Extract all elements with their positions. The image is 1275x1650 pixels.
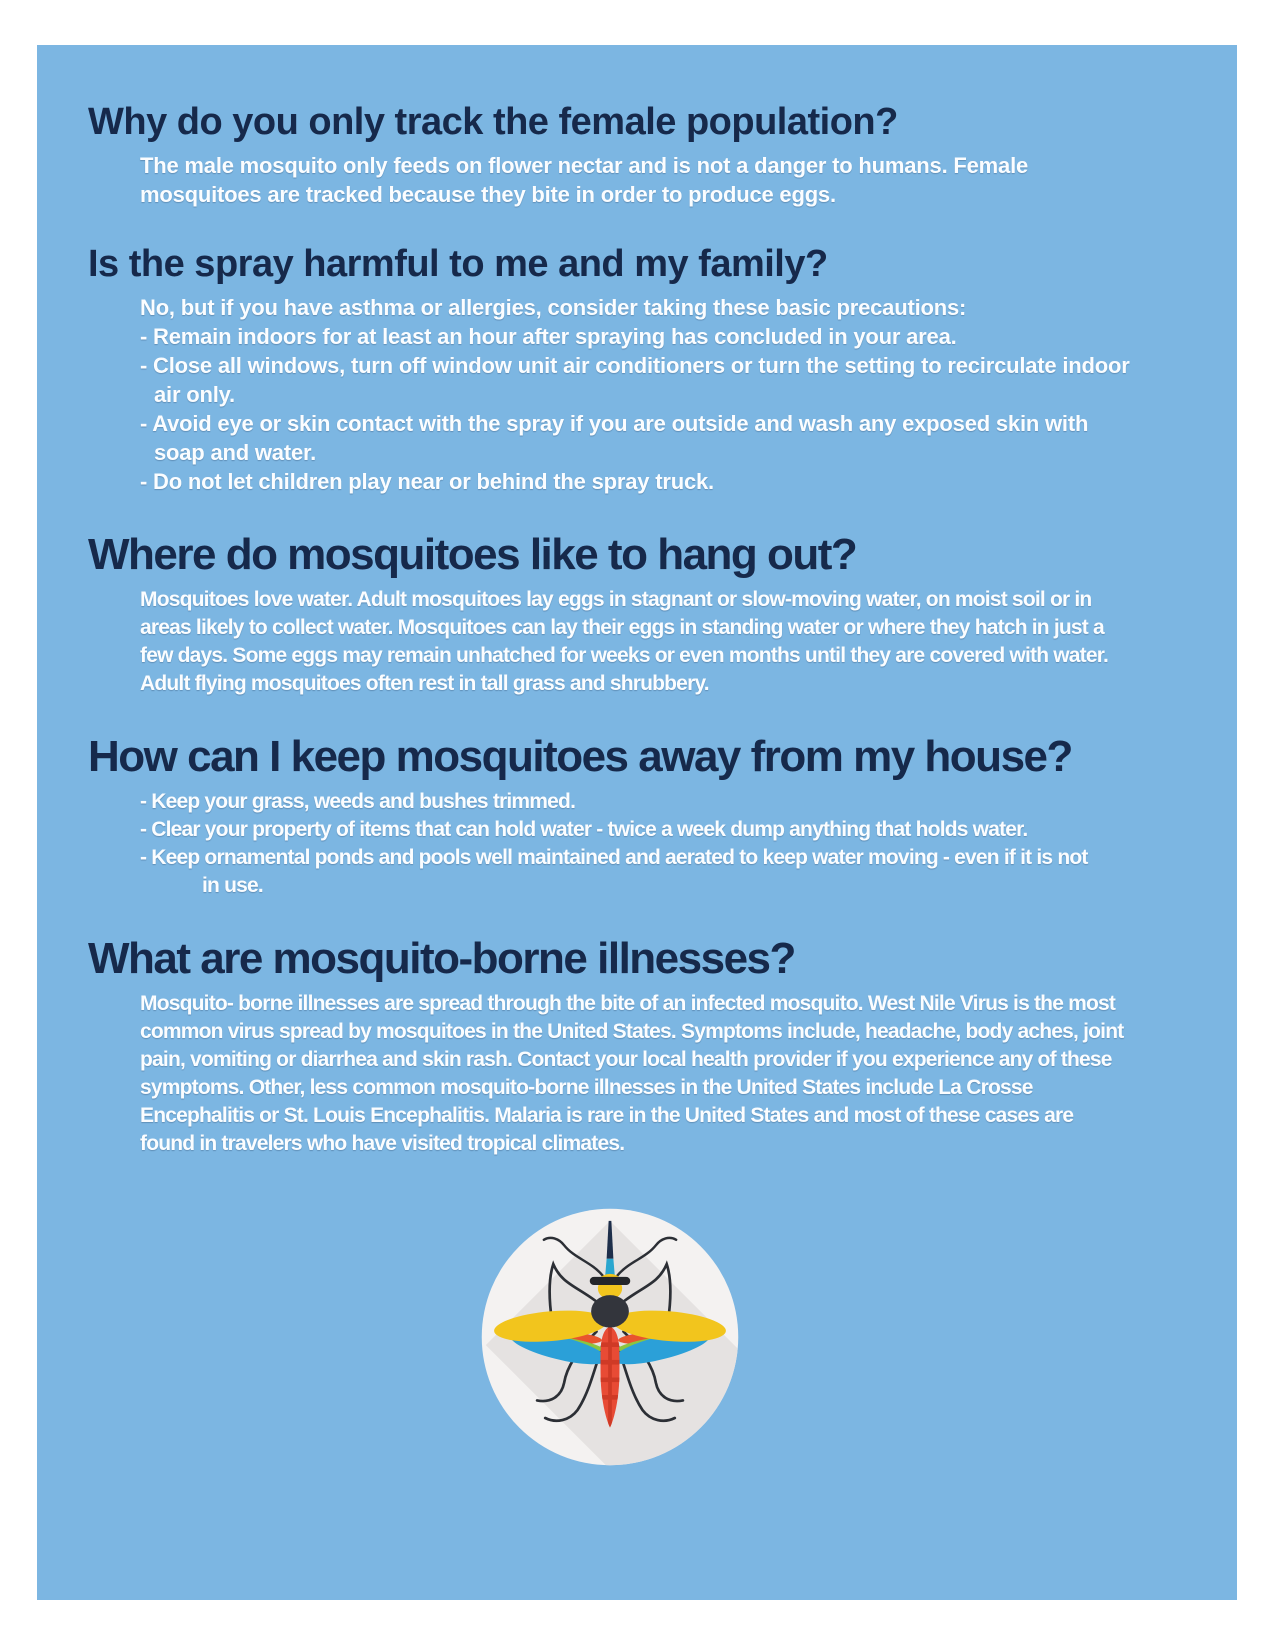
mosquito-head [590, 1274, 631, 1328]
section-illnesses [88, 936, 1132, 1158]
section-paragraph: Mosquitoes love water. Adult mosquitoes lay eggs in stagnant or slow-moving water, on moist soil or in areas likely to collect water. Mosquitoes can lay their eggs in standing water or where they hatch in just a few days. Some eggs may remain unhatched for weeks or even months until they are covered with water. Adult flying mosquitoes often rest in tall grass and shrubbery. [140, 587, 1108, 695]
section-keep-away [88, 731, 1132, 900]
section-paragraph: The male mosquito only feeds on flower nectar and is not a danger to humans. Female mosquitoes are tracked because they bite in order to produce eggs. [140, 152, 1029, 207]
section-spray-harmful [88, 242, 1132, 496]
faq-page-panel [37, 45, 1237, 1600]
bullet-item: - Keep your grass, weeds and bushes trimmed. [140, 790, 576, 814]
section-heading: Why do you only track the female population? [88, 101, 898, 143]
section-hang-out [88, 529, 1132, 698]
section-heading: Is the spray harmful to me and my family? [88, 242, 828, 285]
bullet-item: - Do not let children play near or behind the spray truck. [140, 468, 714, 494]
section-paragraph: Mosquito- borne illnesses are spread through the bite of an infected mosquito. West Nile Virus is the most common virus spread by mosquitoes in the United States. Symptoms include, headache, body aches, joint pain, vomiting or diarrhea and skin rash. Contact your local health provider if you experience any of these symptoms. Other, less common mosquito-borne illnesses in the United States include La Crosse Encephalitis or St. Louis Encephalitis. Malaria is rare in the United States and most of these cases are found in travelers who have visited tropical climates. [140, 992, 1124, 1156]
mosquito-icon [475, 1202, 745, 1472]
section-heading: How can I keep mosquitoes away from my house? [88, 731, 1072, 781]
bullet-item: - Keep ornamental ponds and pools well maintained and aerated to keep water moving - even if it is not [140, 846, 1088, 870]
bullet-continuation: in use. [202, 874, 263, 898]
section-track-female [88, 103, 1132, 209]
mosquito-thorax [591, 1295, 629, 1327]
section-heading: What are mosquito-borne illnesses? [88, 934, 795, 984]
mosquito-illustration [475, 1202, 745, 1472]
bullet-item: - Avoid eye or skin contact with the spray if you are outside and wash any exposed skin with soap and water. [140, 410, 1089, 465]
bullet-item: - Close all windows, turn off window unit air conditioners or turn the setting to recirculate indoor air only. [140, 352, 1130, 407]
bullet-item: - Clear your property of items that can hold water - twice a week dump anything that holds water. [140, 818, 1028, 842]
bullet-item: - Remain indoors for at least an hour after spraying has concluded in your area. [140, 323, 957, 349]
section-intro: No, but if you have asthma or allergies, consider taking these basic precautions: [140, 294, 967, 320]
section-heading: Where do mosquitoes like to hang out? [88, 529, 857, 579]
